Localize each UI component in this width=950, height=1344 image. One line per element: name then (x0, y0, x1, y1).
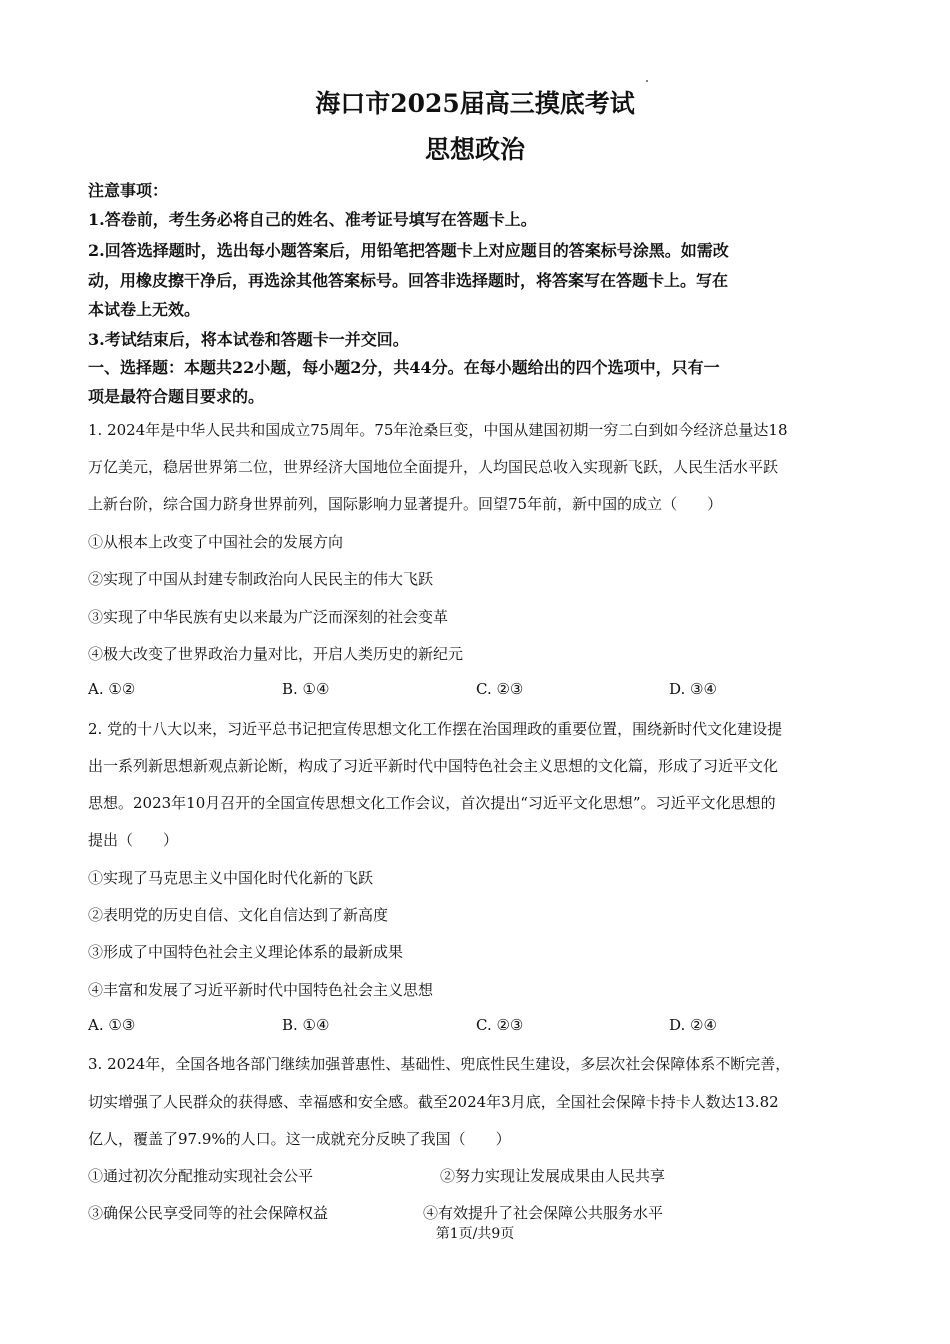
question-2-choice-b: B. ①④ (282, 1016, 330, 1034)
notice-line: 本试卷上无效。 (88, 300, 201, 319)
notice-line: 1.答卷前，考生务必将自己的姓名、准考证号填写在答题卡上。 (88, 210, 537, 229)
question-2-item: ③形成了中国特色社会主义理论体系的最新成果 (88, 943, 404, 961)
question-2-stem: 出一系列新思想新观点新论断，构成了习近平新时代中国特色社会主义思想的文化篇，形成了习近平文化 (88, 757, 779, 775)
question-1-choice-d: D. ③④ (669, 680, 717, 698)
question-2-stem: 思想。2023年10月召开的全国宣传思想文化工作会议，首次提出“习近平文化思想”。习近平文化思想的 (88, 794, 776, 812)
question-3-item: ④有效提升了社会保障公共服务水平 (423, 1204, 664, 1222)
question-2-choice-a: A. ①③ (88, 1016, 136, 1034)
question-1-item: ③实现了中华民族有史以来最为广泛而深刻的社会变革 (88, 608, 449, 626)
question-3-item: ③确保公民享受同等的社会保障权益 (88, 1204, 329, 1222)
question-2-item: ②表明党的历史自信、文化自信达到了新高度 (88, 906, 389, 924)
exam-subject: 思想政治 (424, 135, 525, 164)
question-1-stem: 万亿美元，稳居世界第二位，世界经济大国地位全面提升，人均国民总收入实现新飞跃，人民生活水平跃 (88, 458, 779, 476)
question-2-item: ①实现了马克思主义中国化时代化新的飞跃 (88, 869, 374, 887)
notice-line: 2.回答选择题时，选出每小题答案后，用铅笔把答题卡上对应题目的答案标号涂黑。如需改 (88, 241, 729, 260)
question-1-stem: 上新台阶，综合国力跻身世界前列，国际影响力显著提升。回望75年前，新中国的成立（ ） (88, 495, 723, 513)
question-1-choice-c: C. ②③ (476, 680, 524, 698)
section-heading: 一、选择题：本题共22小题，每小题2分，共44分。在每小题给出的四个选项中，只有一 (88, 358, 720, 377)
question-2-choice-c: C. ②③ (476, 1016, 524, 1034)
question-2-stem: 提出（ ） (88, 831, 179, 849)
question-2-item: ④丰富和发展了习近平新时代中国特色社会主义思想 (88, 981, 434, 999)
question-1-item: ④极大改变了世界政治力量对比，开启人类历史的新纪元 (88, 645, 464, 663)
question-1-choice-b: B. ①④ (282, 680, 330, 698)
question-3-item: ②努力实现让发展成果由人民共享 (440, 1167, 666, 1185)
section-heading: 项是最符合题目要求的。 (88, 387, 265, 406)
question-3-item: ①通过初次分配推动实现社会公平 (88, 1167, 314, 1185)
question-1-stem: 1. 2024年是中华人民共和国成立75周年。75年沧桑巨变，中国从建国初期一穷二白到如今经济总量达18 (88, 421, 788, 439)
question-1-item: ①从根本上改变了中国社会的发展方向 (88, 533, 344, 551)
question-2-choice-d: D. ②④ (669, 1016, 717, 1034)
question-3-stem: 亿人，覆盖了97.9%的人口。这一成就充分反映了我国（ ） (88, 1130, 511, 1148)
question-3-stem: 3. 2024年，全国各地各部门继续加强普惠性、基础性、兜底性民生建设，多层次社会保障体系不断完善， (88, 1055, 791, 1073)
question-1-item: ②实现了中国从封建专制政治向人民民主的伟大飞跃 (88, 570, 434, 588)
question-3-stem: 切实增强了人民群众的获得感、幸福感和安全感。截至2024年3月底，全国社会保障卡持卡人数达13.82 (88, 1093, 779, 1111)
question-2-stem: 2. 党的十八大以来，习近平总书记把宣传思想文化工作摆在治国理政的重要位置，围绕新时代文化建设提 (88, 720, 783, 738)
notice-line: 动，用橡皮擦干净后，再选涂其他答案标号。回答非选择题时，将答案写在答题卡上。写在 (88, 271, 729, 290)
notice-heading: 注意事项： (88, 181, 169, 200)
question-1-choice-a: A. ①② (88, 680, 136, 698)
notice-line: 3.考试结束后，将本试卷和答题卡一并交回。 (88, 330, 409, 349)
page-number: 第1页/共9页 (435, 1226, 515, 1242)
exam-title: 海口市2025届高三摸底考试 (315, 89, 635, 118)
scan-mark (646, 80, 648, 82)
